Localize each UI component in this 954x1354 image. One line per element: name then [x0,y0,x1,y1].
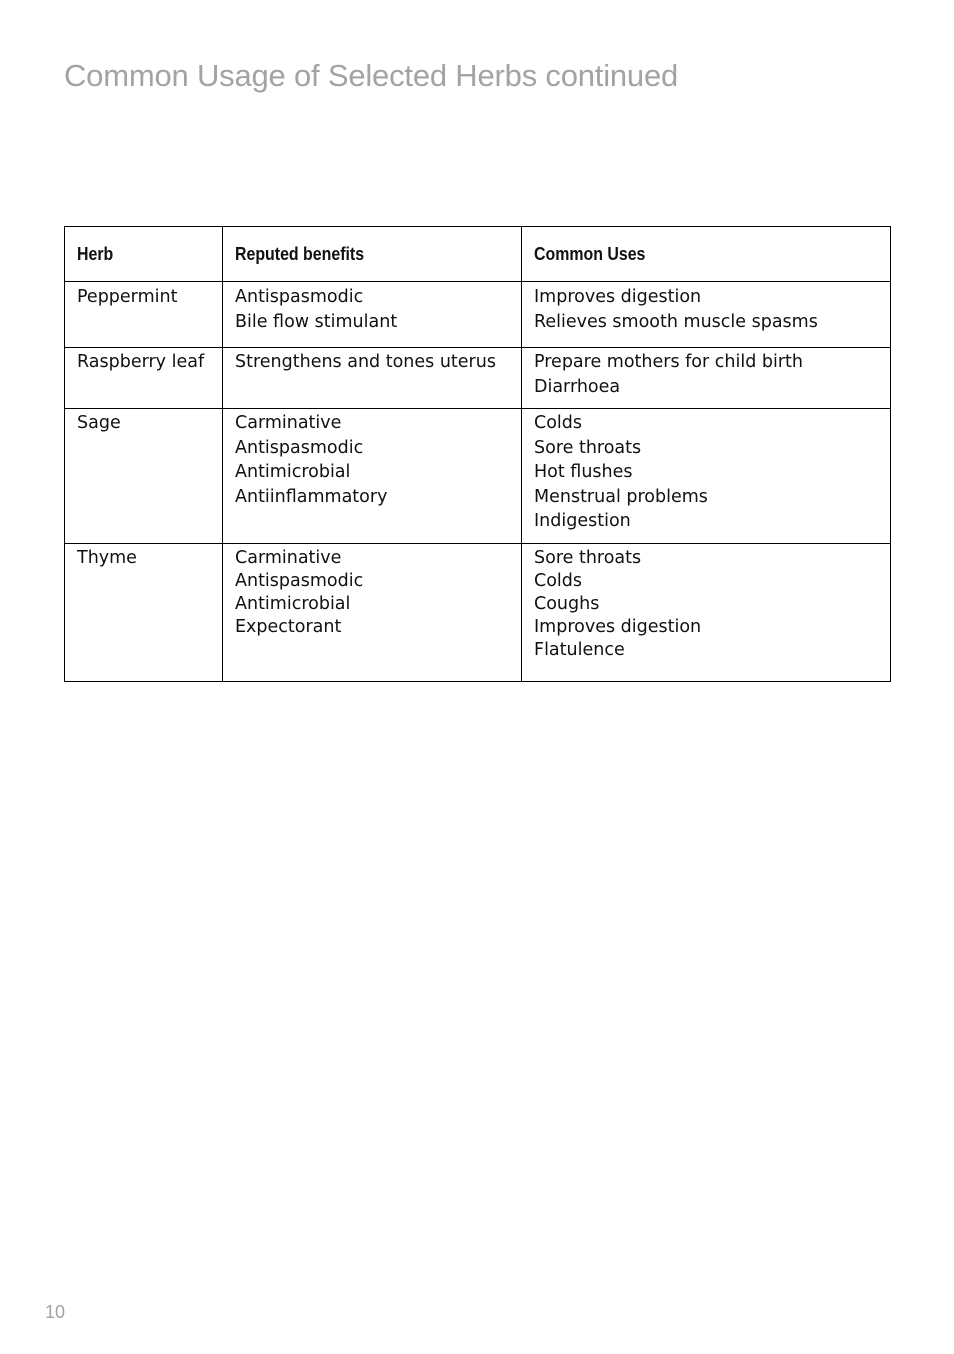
column-header-uses-label: Common Uses [534,242,646,264]
benefit-item: Carminative [235,413,342,433]
benefits-cell [223,544,522,682]
table-row [65,348,891,409]
use-item: Improves digestion [534,617,702,637]
use-item: Colds [534,571,583,591]
benefit-item: Antispasmodic [235,571,364,591]
column-header-herb-label: Herb [77,242,114,264]
use-item: Hot flushes [534,462,633,482]
use-item: Menstrual problems [534,486,708,507]
benefit-item: Antimicrobial [235,462,351,482]
table-row [65,409,891,544]
benefits-cell [223,409,522,544]
benefits-cell [223,348,522,409]
herb-cell: Peppermint [65,282,223,348]
benefits-cell [223,282,522,348]
uses-cell [522,282,891,348]
column-header-benefits-label: Reputed benefits [235,242,365,264]
benefit-item: Strengthens and tones uterus [235,352,496,372]
page-number: 10 [45,1302,66,1322]
benefit-item: Expectorant [235,617,342,637]
table-row [65,282,891,348]
column-header-herb [65,227,223,282]
use-item: Coughs [534,594,600,614]
uses-cell [522,348,891,409]
use-item: Improves digestion [534,287,702,307]
use-item: Relieves smooth muscle spasms [534,311,818,332]
use-item: Sore throats [534,548,642,568]
page-title: Common Usage of Selected Herbs continued [64,58,679,93]
use-item: Colds [534,413,583,433]
uses-cell [522,409,891,544]
table-header-row [65,227,891,282]
use-item: Indigestion [534,511,631,531]
benefit-item: Antimicrobial [235,594,351,614]
column-header-benefits [223,227,522,282]
herb-cell: Thyme [65,544,223,682]
table-row [65,544,891,682]
use-item: Sore throats [534,437,642,458]
benefit-item: Bile flow stimulant [235,311,398,332]
benefit-item: Antispasmodic [235,287,364,307]
use-item: Prepare mothers for child birth [534,352,803,372]
use-item: Diarrhoea [534,376,621,397]
benefit-item: Antiinflammatory [235,486,388,507]
herb-usage-table [64,226,891,682]
benefit-item: Antispasmodic [235,437,364,458]
uses-cell [522,544,891,682]
use-item: Flatulence [534,640,625,660]
herb-cell: Sage [65,409,223,544]
benefit-item: Carminative [235,548,342,568]
column-header-uses [522,227,891,282]
herb-cell: Raspberry leaf [65,348,223,409]
